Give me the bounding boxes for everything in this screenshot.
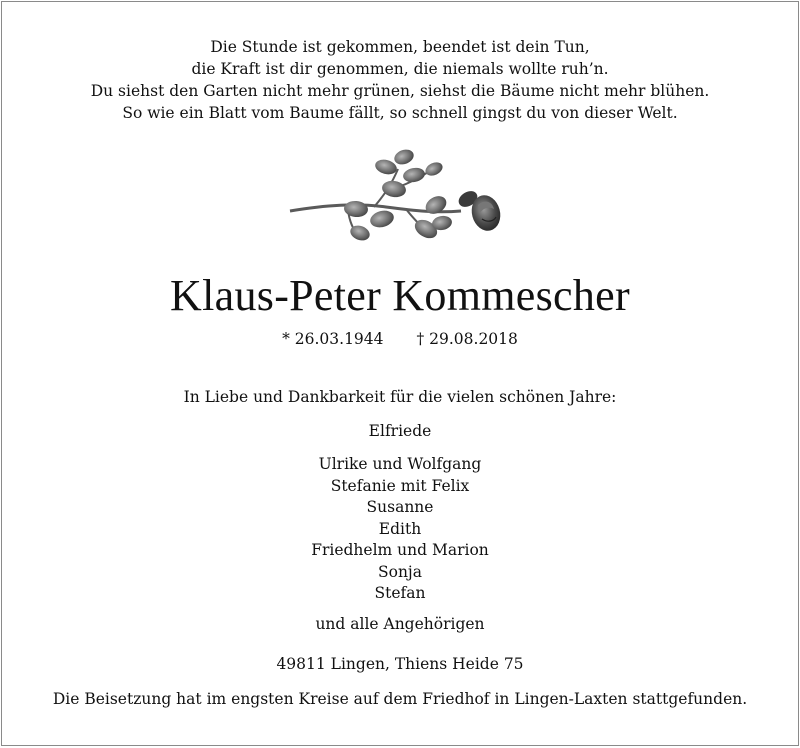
relatives-line: und alle Angehörigen bbox=[315, 615, 485, 633]
funeral-note: Die Beisetzung hat im engsten Kreise auf dem Friedhof in Lingen-Laxten stattgefunden. bbox=[52, 690, 748, 708]
address: 49811 Lingen, Thiens Heide 75 bbox=[276, 655, 524, 673]
family-list bbox=[2, 454, 798, 605]
poem-line: So wie ein Blatt vom Baume fällt, so schnell gingst du von dieser Welt. bbox=[122, 104, 678, 122]
list-item: Ulrike und Wolfgang bbox=[318, 455, 482, 473]
poem-line: Die Stunde ist gekommen, beendet ist dein Tun, bbox=[210, 38, 590, 56]
poem-line: Du siehst den Garten nicht mehr grünen, siehst die Bäume nicht mehr blühen. bbox=[90, 82, 710, 100]
list-item: Stefan bbox=[374, 584, 426, 602]
obituary-notice bbox=[1, 1, 799, 746]
deceased-name: Klaus-Peter Kommescher bbox=[170, 271, 630, 320]
death-date: † 29.08.2018 bbox=[416, 330, 518, 348]
rose-icon bbox=[286, 147, 506, 252]
list-item: Friedhelm und Marion bbox=[311, 541, 489, 559]
life-dates bbox=[2, 328, 798, 350]
dedication-line: In Liebe und Dankbarkeit für die vielen schönen Jahre: bbox=[183, 388, 617, 406]
list-item: Susanne bbox=[366, 498, 434, 516]
list-item: Edith bbox=[378, 519, 422, 538]
birth-date: * 26.03.1944 bbox=[282, 330, 384, 348]
poem-line: die Kraft ist dir genommen, die niemals wollte ruh’n. bbox=[191, 60, 609, 78]
list-item: Sonja bbox=[378, 562, 422, 581]
list-item: Stefanie mit Felix bbox=[330, 476, 470, 495]
spouse-name: Elfriede bbox=[368, 422, 432, 440]
poem bbox=[2, 36, 798, 124]
